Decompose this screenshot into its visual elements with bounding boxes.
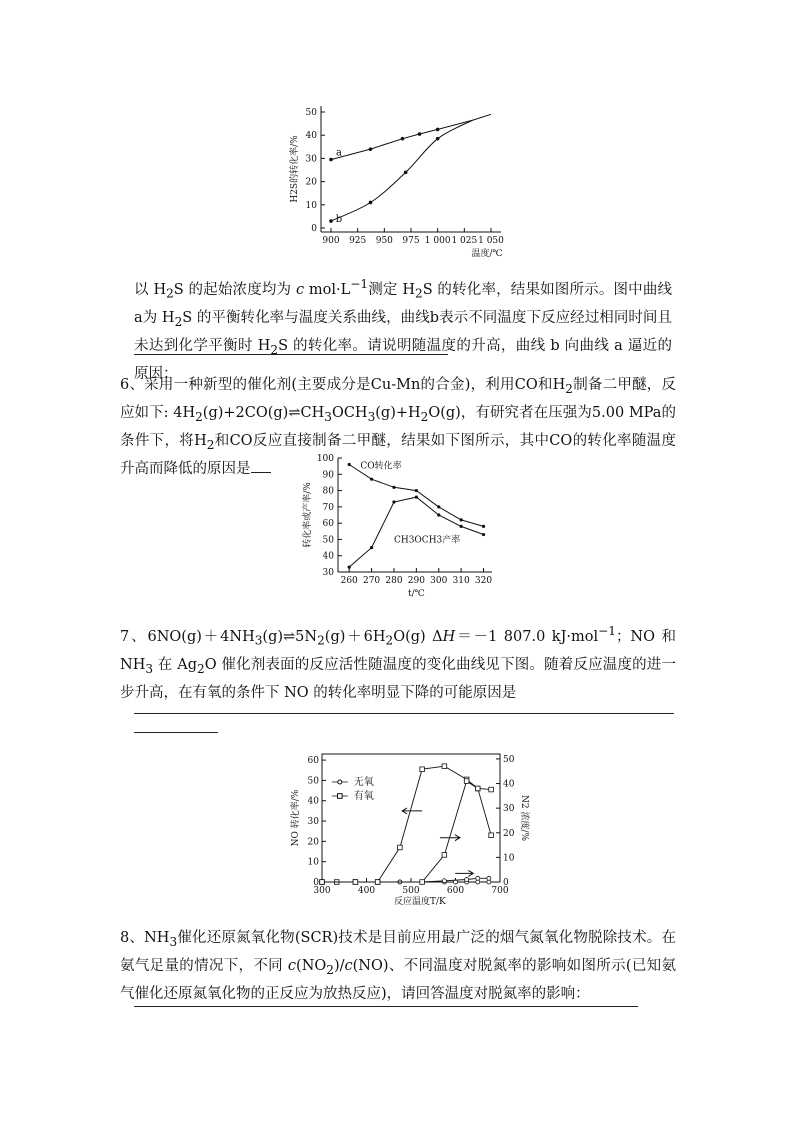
equilibrium-arrow: ⇌ [283, 628, 296, 645]
x-tick-label: 400 [357, 886, 376, 896]
equilibrium-arrow: ⇌ [288, 404, 301, 421]
legend-marker-square [338, 794, 343, 799]
question-7-text: 7、$6NO(g)+4NH_3(g)\rightleftharpoons 5N_2(g)+6H_2O(g)$ ΔH＝－1 807.0 kJ·mol$^{-1}$；NO 和 $NH_3$ 在 $Ag_2O$ 催化剂表面的反应活性随温度的变化曲线见下图。随着反应温度的进一步升高，在有氧的条件下 NO 的转化率明显下降的可能原因是 [120, 624, 677, 701]
x-tick-label: 1 000 [424, 236, 451, 246]
series-line-circle-right [322, 878, 489, 882]
y2-axis-label: N2 浓度/% [519, 794, 529, 842]
chart-no-conversion [290, 748, 529, 908]
y-tick-label: 40 [307, 796, 319, 807]
x-tick-label: 500 [402, 886, 420, 896]
answer-blank-q5[interactable] [134, 354, 448, 355]
legend-label: 有氧 [353, 791, 374, 802]
y2-tick-label: 0 [503, 878, 509, 888]
y-tick-label: 30 [305, 154, 317, 165]
data-point-square [442, 764, 447, 769]
y-tick-label: 40 [305, 131, 317, 142]
question-number: 6、 [120, 377, 145, 393]
y2-tick-label: 50 [503, 754, 515, 765]
x-tick-label: 950 [375, 236, 393, 246]
y-tick-label: 60 [307, 756, 319, 767]
right-axis-arrow-n2 [455, 870, 473, 876]
x-tick-label: 975 [402, 236, 420, 246]
x-tick-label: 310 [452, 576, 470, 586]
data-point-b [436, 137, 440, 141]
series-line-b [331, 120, 473, 221]
series-label-b: b [335, 214, 343, 226]
figure-h2s-conversion [285, 96, 515, 268]
series-label-ch3och3: CH3OCH3产率 [393, 535, 461, 546]
y-axis-label: NO 转化率/% [291, 789, 301, 847]
data-point-circle [487, 876, 491, 880]
y-tick-label: 40 [322, 551, 334, 562]
data-point-square [375, 880, 380, 885]
y-tick-label: 100 [316, 454, 334, 464]
data-point-a [436, 128, 440, 132]
chart-co-conversion [300, 452, 500, 602]
x-tick-label: 320 [474, 576, 493, 586]
answer-blank-q7-line2[interactable] [134, 732, 218, 733]
x-axis-label: 反应温度T/K [394, 897, 446, 907]
x-tick-label: 1 025 [451, 236, 478, 246]
x-tick-label: 1 050 [478, 236, 504, 246]
data-point [348, 463, 351, 466]
x-tick-label: 925 [349, 236, 367, 246]
y2-tick-label: 40 [503, 779, 515, 790]
answer-blank-q8[interactable] [134, 1006, 638, 1007]
y-tick-label: 60 [322, 519, 334, 530]
answer-blank-q7-line1[interactable] [134, 713, 674, 714]
question-5-text: 以 $H_2S$ 的起始浓度均为 c $mol\cdot L^{-1}$测定 $H_2S$ 的转化率，结果如图所示。图中曲线a为 $H_2S$ 的平衡转化率与温度关系曲线，曲线b表示不同温度下反应经过相同时间且未达到化学平衡时 $H_2S$ 的转化率。请说明随温度的升高，曲线 b 向曲线 a 逼近的原因： [134, 277, 673, 382]
data-point [437, 513, 440, 516]
x-tick-label: 290 [407, 576, 425, 586]
legend-label: 无氧 [353, 777, 374, 788]
y-axis-label: H2S的转化率/% [290, 135, 300, 203]
data-point [415, 495, 418, 498]
series-line-ch3och3 [349, 497, 483, 567]
y-tick-label: 30 [322, 568, 334, 578]
data-point [460, 518, 463, 521]
y-tick-label: 0 [313, 878, 319, 888]
x-axis-label: 温度/℃ [471, 249, 503, 259]
y-tick-label: 50 [307, 776, 319, 787]
y2-tick-label: 20 [503, 828, 515, 839]
data-point [392, 500, 395, 503]
x-tick-label: 900 [322, 236, 340, 246]
y-axis-label: 转化率或产率/% [303, 482, 313, 548]
series-label-a: a [336, 147, 342, 159]
y-tick-label: 80 [322, 486, 334, 497]
x-tick-label: 300 [313, 886, 331, 896]
data-point [460, 525, 463, 528]
figure-co-conversion [300, 452, 500, 602]
data-point [370, 478, 373, 481]
data-point-b [329, 219, 333, 223]
data-point-a [401, 137, 405, 141]
y-tick-label: 70 [322, 502, 334, 513]
data-point-circle [476, 876, 480, 880]
x-axis-label: t/℃ [407, 589, 425, 599]
data-point [415, 489, 418, 492]
data-point-b [369, 201, 373, 205]
question-number: 7、 [120, 628, 148, 645]
y2-tick-label: 10 [503, 853, 515, 864]
y-tick-label: 30 [307, 817, 319, 828]
data-point [482, 525, 485, 528]
legend-marker-circle [338, 780, 342, 784]
left-axis-arrow [402, 808, 422, 814]
x-tick-label: 260 [340, 576, 358, 586]
data-point-a [418, 132, 422, 136]
x-tick-label: 280 [385, 576, 403, 586]
data-point-square [442, 853, 447, 858]
x-tick-label: 300 [430, 576, 448, 586]
data-point [482, 533, 485, 536]
chart-h2s-conversion [285, 96, 515, 268]
data-point-square [475, 786, 480, 791]
data-point-a [369, 147, 373, 151]
data-point [392, 486, 395, 489]
data-point-square [489, 787, 494, 792]
series-line-a [331, 114, 491, 159]
question-6-text: 6、采用一种新型的催化剂(主要成分是Cu-Mn的合金)，利用CO和$H_2$制备二甲醚，反应如下: $4H_2(g)+2CO(g)\rightleftharpoons CH_3OCH_3(g)+H_2O(g)$，有研究者在压强为5.00 MPa的条件下，将$H_2$和CO反应直接制备二甲醚，结果如下图所示，其中CO的转化率随温度升高而降低的原因是 [120, 377, 677, 477]
data-point-circle [465, 878, 469, 882]
data-point-square [489, 833, 494, 838]
y-tick-label: 50 [322, 535, 334, 546]
y-tick-label: 50 [305, 108, 317, 118]
data-point [437, 505, 440, 508]
data-point-square [464, 779, 469, 784]
x-tick-label: 600 [446, 886, 465, 896]
y-tick-label: 20 [307, 837, 319, 848]
x-tick-label: 270 [362, 576, 381, 586]
data-point-circle [442, 879, 446, 883]
y-tick-label: 20 [305, 177, 317, 188]
data-point [348, 566, 351, 569]
figure-no-conversion [290, 748, 529, 908]
x-tick-label: 700 [491, 886, 509, 896]
series-label-co: CO转化率 [360, 461, 402, 472]
data-point-square [420, 767, 425, 772]
answer-blank-q6[interactable] [251, 472, 271, 473]
data-point [370, 546, 373, 549]
plot-frame [322, 754, 500, 882]
question-8-text: 8、$NH_3$催化还原氮氧化物(SCR)技术是目前应用最广泛的烟气氮氧化物脱除技术。在氨气足量的情况下，不同 $c(NO_2)/c(NO)$、不同温度对脱氮率的影响如图所示(已知氨气催化还原氮氧化物的正反应为放热反应)，请回答温度对脱氮率的影响： [120, 930, 676, 1002]
y-tick-label: 10 [307, 857, 319, 868]
data-point-square [353, 880, 358, 885]
data-point-square [320, 880, 325, 885]
question-number: 8、 [120, 930, 145, 946]
y-tick-label: 0 [311, 224, 317, 234]
data-point-b [404, 171, 408, 175]
data-point-a [329, 158, 333, 162]
series-line-co [349, 465, 483, 527]
data-point-square [420, 880, 425, 885]
data-point-square [398, 845, 403, 850]
y-tick-label: 90 [322, 470, 334, 481]
y2-tick-label: 30 [503, 804, 515, 815]
y-tick-label: 10 [305, 200, 317, 211]
